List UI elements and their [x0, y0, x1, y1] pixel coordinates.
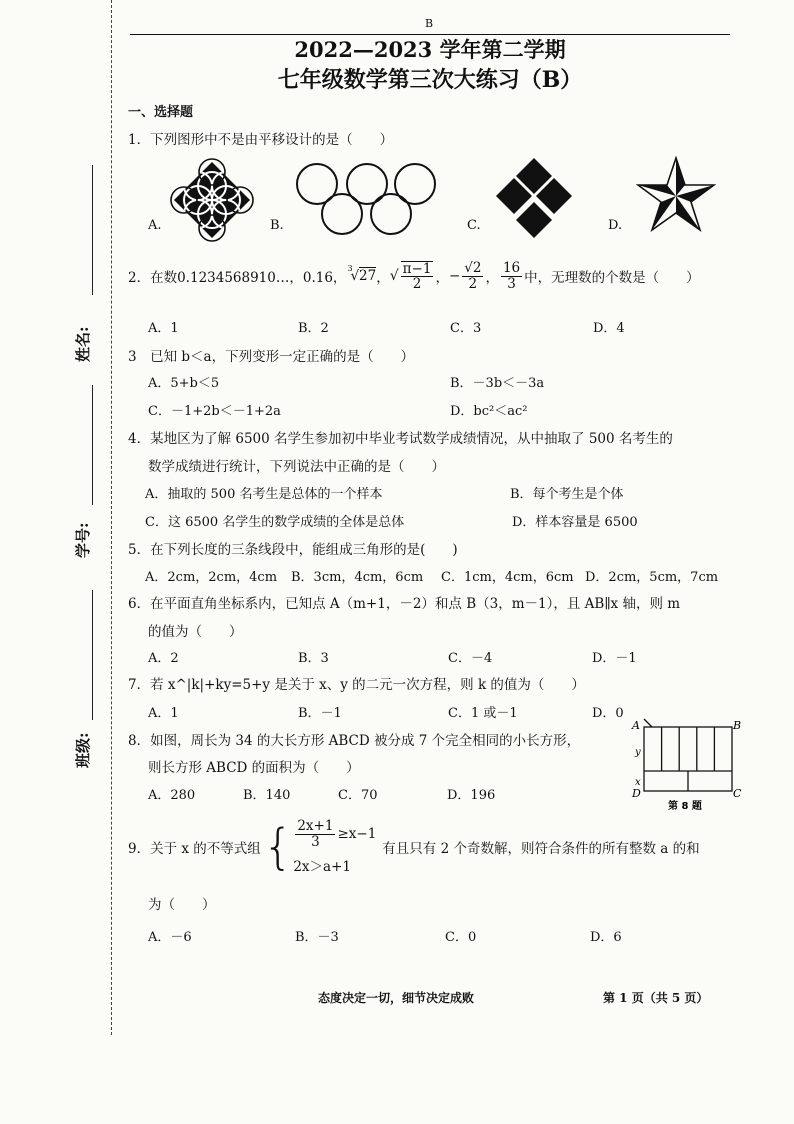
q2-option-a: A．1	[148, 321, 179, 336]
q2-frac-1-num: π−1	[402, 260, 432, 277]
q8-option-b: B．140	[243, 788, 291, 803]
q3-option-d: D．bc²＜ac²	[450, 404, 528, 419]
q2-frac-3	[501, 261, 522, 290]
q6-line-2: 的值为（ ）	[148, 624, 243, 640]
q9-stem	[128, 812, 700, 882]
q8-label-y: y	[635, 747, 641, 758]
q2-cuberoot-radicand: 27	[359, 268, 377, 284]
q7-option-d: D．0	[592, 706, 624, 721]
q7-option-a: A．1	[148, 706, 179, 721]
q9-ineq-1-num: 2x+1	[297, 818, 334, 835]
q7-stem: 7．若 x^|k|+ky=5+y 是关于 x、y 的二元一次方程，则 k 的值为（ ）	[128, 677, 585, 693]
q6-line-1: 6．在平面直角坐标系内，已知点 A（m+1，－2）和点 B（3，m－1），且 AB∥x 轴，则 m	[128, 596, 681, 612]
q3-option-c: C．－1+2b＜－1+2a	[148, 404, 281, 419]
q9-line-2: 为（ ）	[148, 897, 216, 913]
name-label: 姓名:	[74, 326, 92, 362]
q4-option-c: C．这 6500 名学生的数学成绩的全体是总体	[145, 515, 405, 530]
q4-option-a: A．抽取的 500 名考生是总体的一个样本	[145, 487, 383, 502]
class-blank-line	[92, 590, 93, 720]
q1-option-a: A.	[148, 218, 162, 233]
footer-motto: 态度决定一切，细节决定成败	[318, 991, 475, 1005]
q1-figure-b	[295, 160, 437, 240]
q9-option-d: D．6	[590, 930, 622, 945]
q5-option-c: C．1cm，4cm，6cm	[441, 570, 574, 585]
q8-line-1: 8．如图，周长为 34 的大长方形 ABCD 被分成 7 个完全相同的小长方形，	[128, 733, 581, 749]
q9-option-a: A．－6	[148, 930, 192, 945]
q2-cuberoot: 3 √27	[347, 264, 377, 284]
binding-line	[111, 0, 112, 1035]
q1-stem: 1．下列图形中不是由平移设计的是（ ）	[128, 132, 394, 148]
q5-option-d: D．2cm，5cm，7cm	[585, 570, 719, 585]
q2-frac-3-den: 3	[507, 275, 516, 292]
name-blank-line	[92, 165, 93, 295]
paper-tag: B	[425, 17, 434, 30]
q1-option-d: D.	[608, 218, 623, 233]
q1-option-c: C.	[467, 218, 481, 233]
q9-ineq-1	[293, 819, 376, 848]
q2-option-b: B．2	[298, 321, 329, 336]
q1-option-b: B.	[270, 218, 284, 233]
title-line-1: 2022—2023 学年第二学期	[294, 37, 566, 62]
q6-option-b: B．3	[298, 651, 329, 666]
q4-line-2: 数学成绩进行统计，下列说法中正确的是（ ）	[148, 459, 445, 475]
q9-option-c: C．0	[445, 930, 477, 945]
q9-ineq-1-frac	[295, 819, 335, 848]
q5-option-b: B．3cm，4cm，6cm	[291, 570, 424, 585]
q3-option-b: B．－3b＜－3a	[450, 376, 545, 391]
footer-page: 第 1 页（共 5 页）	[603, 991, 709, 1005]
number-blank-line	[92, 385, 93, 505]
q6-option-d: D．－1	[592, 651, 637, 666]
q2-frac-3-num: 16	[502, 260, 521, 277]
q8-option-d: D．196	[447, 788, 496, 803]
q5-option-a: A．2cm，2cm，4cm	[145, 570, 278, 585]
q9-prefix: 9．关于 x 的不等式组	[128, 841, 261, 857]
q7-option-b: B．－1	[298, 706, 342, 721]
number-label: 学号:	[74, 522, 92, 558]
q8-option-c: C．70	[338, 788, 378, 803]
q8-option-a: A．280	[148, 788, 196, 803]
q2-frac-1	[401, 261, 434, 291]
q4-line-1: 4．某地区为了解 6500 名学生参加初中毕业考试数学成绩情况，从中抽取了 500 名考生的	[128, 431, 673, 447]
q3-option-a: A．5+b＜5	[148, 376, 220, 391]
q2-sign: −	[448, 268, 461, 284]
q2-part1: 0.1234568910…，0.16，	[177, 270, 347, 286]
q9-suffix: 有且只有 2 个奇数解，则符合条件的所有整数 a 的和	[382, 841, 700, 857]
section-title: 一、选择题	[128, 105, 194, 120]
q3-stem: 3 已知 b＜a，下列变形一定正确的是（ ）	[128, 349, 415, 365]
q2-stem: 2．在数 0.1234568910…，0.16， 3 √27 ， √ $\frac{\pi-1}{2}$ ， − $\frac{√2}{2}$ ， $\frac{16}{3}$ 中，无理数的个数是（ ）	[128, 260, 700, 292]
q9-brace: {	[262, 819, 294, 875]
q8-label-c: C	[733, 787, 742, 800]
q8-caption: 第 8 题	[668, 801, 702, 812]
q2-cuberoot-index: 3	[347, 264, 353, 273]
class-label: 班级:	[74, 732, 92, 768]
q2-frac-1-den: 2	[412, 276, 422, 292]
q8-label-a: A	[632, 719, 640, 732]
q1-figure-a	[170, 158, 254, 242]
q7-option-c: C．1 或－1	[448, 706, 518, 721]
q9-ineq-2: 2x＞a+1	[293, 858, 351, 875]
q2-frac-2-num: √2	[464, 260, 482, 277]
q6-option-a: A．2	[148, 651, 179, 666]
q8-label-b: B	[733, 719, 742, 732]
q1-figure-c	[492, 156, 576, 240]
q9-ineq-1-den: 3	[311, 833, 320, 850]
q4-option-d: D．样本容量是 6500	[512, 515, 638, 530]
title-line-2: 七年级数学第三次大练习（B）	[277, 67, 583, 93]
q8-label-x: x	[635, 777, 641, 788]
q9-ineq-1-rhs: ≥x−1	[337, 826, 377, 842]
q1-figure-d	[636, 156, 716, 232]
q6-option-c: C．－4	[448, 651, 493, 666]
q5-stem: 5．在下列长度的三条线段中，能组成三角形的是( )	[128, 542, 458, 558]
q9-option-b: B．－3	[295, 930, 339, 945]
q2-option-c: C．3	[450, 321, 482, 336]
q4-option-b: B．每个考生是个体	[510, 487, 624, 502]
q8-figure	[630, 715, 742, 813]
q9-system	[293, 819, 376, 874]
q2-option-d: D．4	[593, 321, 625, 336]
q8-label-d: D	[632, 787, 641, 800]
q2-tail: 中，无理数的个数是（ ）	[524, 270, 700, 286]
q2-frac-2	[462, 261, 483, 290]
q8-line-2: 则长方形 ABCD 的面积为（ ）	[148, 760, 360, 776]
q2-frac-2-den: 2	[468, 275, 478, 292]
q2-number: 2．在数	[128, 270, 178, 286]
